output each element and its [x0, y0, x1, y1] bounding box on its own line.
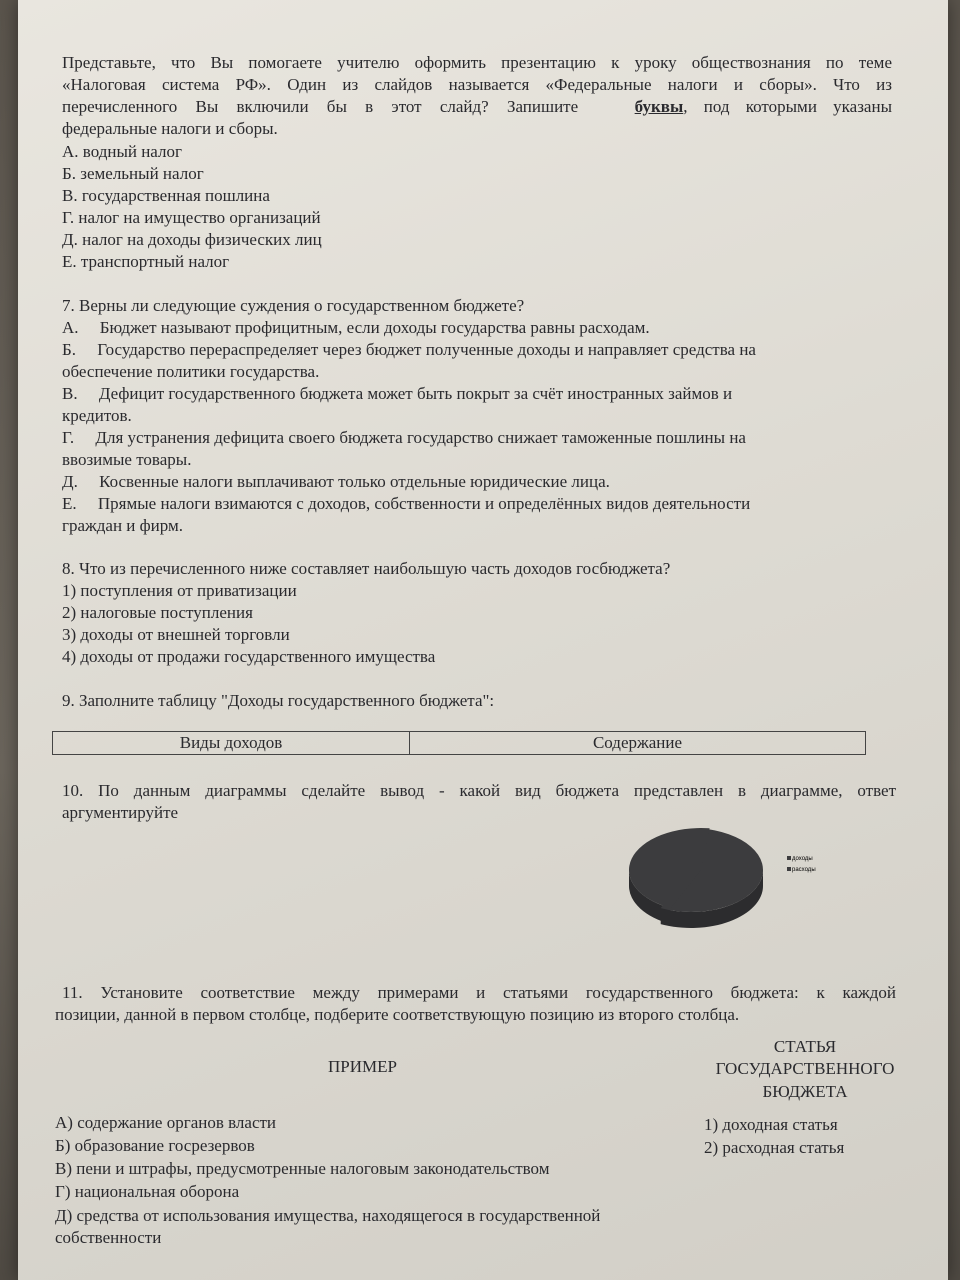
q11-example-v: В) пени и штрафы, предусмотренные налоговым законодательством — [55, 1159, 550, 1178]
q6-option-a: А. водный налог — [62, 142, 182, 161]
q11-article-2: 2) расходная статья — [704, 1138, 845, 1157]
q11-article-1: 1) доходная статья — [704, 1115, 838, 1134]
q6-intro-line-1: Представьте, что Вы помогаете учителю оформить презентацию к уроку обществознания по теме — [62, 53, 892, 72]
pie-layer — [629, 828, 763, 928]
q11-example-d-cont: собственности — [55, 1228, 162, 1247]
q7-statement-g: Г. Для устранения дефицита своего бюджета государство снижает таможенные пошлины на — [62, 428, 746, 447]
q8-option-4: 4) доходы от продажи государственного имущества — [62, 647, 436, 666]
q7-statement-v-cont: кредитов. — [62, 406, 132, 425]
q6-option-g: Г. налог на имущество организаций — [62, 208, 321, 227]
budget-pie-chart — [600, 815, 860, 940]
q6-intro-line-4: федеральные налоги и сборы. — [62, 119, 278, 138]
legend-swatch-expense — [787, 867, 791, 871]
q7-statement-d: Д. Косвенные налоги выплачивают только отдельные юридические лица. — [62, 472, 610, 491]
q11-example-b: Б) образование госрезервов — [55, 1136, 255, 1155]
q11-col2-header-line-1: СТАТЬЯ — [773, 1037, 837, 1056]
q9-table-header-types: Виды доходов — [53, 732, 410, 754]
q7-statement-e-cont: граждан и фирм. — [62, 516, 184, 535]
q7-statement-b: Б. Государство перераспределяет через бюджет полученные доходы и направляет средства на — [62, 340, 756, 359]
q9-title: 9. Заполните таблицу "Доходы государственного бюджета": — [62, 691, 495, 710]
q8-option-1: 1) поступления от приватизации — [62, 581, 297, 600]
q6-intro-line-2: «Налоговая система РФ». Один из слайдов называется «Федеральные налоги и сборы». Что из — [62, 75, 892, 94]
q6-option-b: Б. земельный налог — [62, 164, 204, 183]
q7-statement-b-cont: обеспечение политики государства. — [62, 362, 320, 381]
q11-example-a: А) содержание органов власти — [55, 1113, 277, 1132]
chart-legend — [787, 856, 816, 873]
q6-intro-line-3 — [62, 96, 892, 118]
q10-line-1: 10. По данным диаграммы сделайте вывод - какой вид бюджета представлен в диаграмме, ответ — [62, 781, 896, 800]
q8-title: 8. Что из перечисленного ниже составляет наибольшую часть доходов госбюджета? — [62, 559, 671, 578]
q11-line-1: 11. Установите соответствие между примерами и статьями государственного бюджета: к каждой — [62, 983, 896, 1002]
q9-table — [52, 731, 866, 755]
q8-option-3: 3) доходы от внешней торговли — [62, 625, 290, 644]
q6-option-d: Д. налог на доходы физических лиц — [62, 230, 322, 249]
q6-intro-line-3-tail: , под которыми указаны — [683, 97, 892, 116]
q6-option-e: Е. транспортный налог — [62, 252, 230, 271]
legend-label-income: доходы — [792, 856, 813, 862]
q6-intro-line-3-text: перечисленного Вы включили бы в этот слайд? Запишите — [62, 97, 579, 116]
q11-example-d: Д) средства от использования имущества, находящегося в государственной — [55, 1206, 601, 1225]
q7-statement-a: А. Бюджет называют профицитным, если доходы государства равны расходам. — [62, 318, 650, 337]
q8-option-2: 2) налоговые поступления — [62, 603, 253, 622]
q6-option-v: В. государственная пошлина — [62, 186, 270, 205]
q6-bold-word: буквы — [634, 97, 684, 116]
q6-intro-line-3-end — [635, 96, 892, 118]
q7-statement-v: В. Дефицит государственного бюджета может быть покрыт за счёт иностранных займов и — [62, 384, 733, 403]
q7-title: 7. Верны ли следующие суждения о государственном бюджете? — [62, 296, 525, 315]
q10-line-2: аргументируйте — [62, 803, 179, 822]
q9-table-header-content: Содержание — [592, 733, 683, 752]
q11-col2-header-line-3: БЮДЖЕТА — [762, 1082, 848, 1101]
q7-statement-g-cont: ввозимые товары. — [62, 450, 192, 469]
q11-line-2: позиции, данной в первом столбце, подберите соответствующую позицию из второго столбца. — [55, 1005, 740, 1024]
legend-swatch-income — [787, 856, 791, 860]
q7-statement-e: Е. Прямые налоги взимаются с доходов, собственности и определённых видов деятельности — [62, 494, 751, 513]
legend-label-expense: расходы — [792, 867, 816, 873]
q11-example-g: Г) национальная оборона — [55, 1182, 240, 1201]
q11-col1-header: ПРИМЕР — [328, 1057, 397, 1076]
q11-col2-header-line-2: ГОСУДАРСТВЕННОГО — [715, 1059, 895, 1078]
